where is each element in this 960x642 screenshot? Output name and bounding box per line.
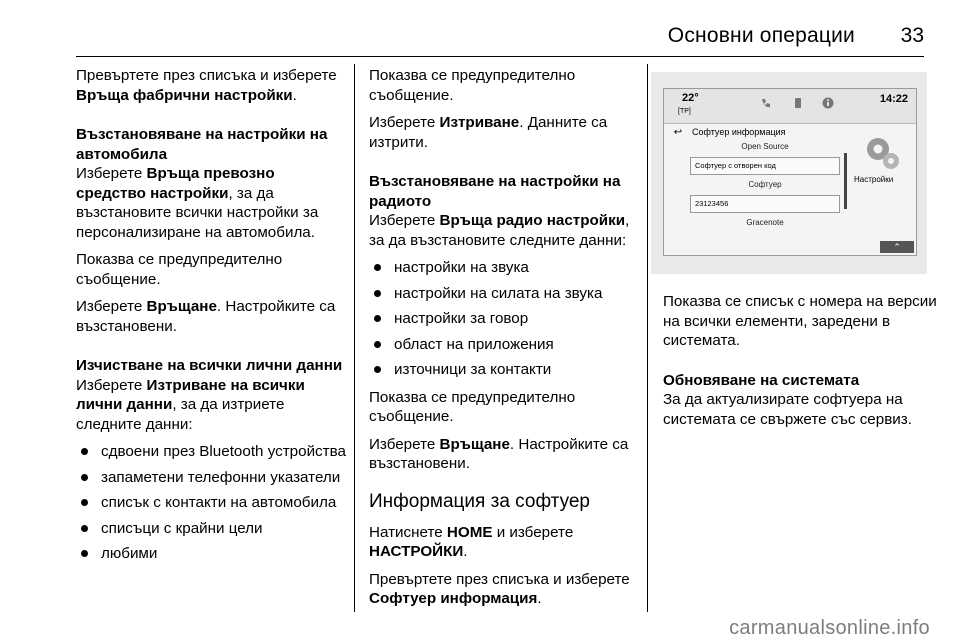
phone-icon (760, 97, 772, 109)
bullet-list (76, 442, 348, 564)
status-bar (664, 89, 916, 124)
list-item: любими (76, 544, 348, 564)
paragraph: Показва се предупредително съобщение. (369, 388, 576, 425)
paragraph: Изберете Изтриване на всички лични данни, за да изтриете следните данни: (76, 376, 305, 433)
bullet-list (369, 258, 641, 380)
column-3 (663, 292, 943, 437)
settings-label: Настройки (854, 175, 894, 184)
device-icon (792, 97, 804, 109)
paragraph: Показва се списък с номера на версии на всички елементи, заредени в системата. (663, 293, 937, 349)
section-heading-software: Информация за софтуер (369, 490, 590, 512)
paragraph: За да актуализирате софтуера на системата се свържете със сервиз. (663, 391, 912, 428)
paragraph: Изберете Връща превозно средство настройки, за да възстановите всички настройки за персонализиране на автомобила. (76, 165, 319, 241)
back-arrow-icon[interactable]: ↩ (673, 127, 683, 138)
header-rule (76, 56, 924, 57)
list-item-open-source-code[interactable]: Софтуер с отворен код (690, 157, 840, 175)
paragraph: Изберете Връщане. Настройките са възстановени. (369, 435, 629, 472)
section-heading-radio: Възстановяване на настройки на радиото (369, 173, 621, 210)
screen-header: Софтуер информация (692, 127, 786, 137)
column-divider-1 (354, 64, 355, 612)
temperature: 22° (682, 92, 699, 104)
list-item: източници за контакти (369, 360, 641, 380)
list-item: списъци с крайни цели (76, 519, 348, 539)
section-heading-vehicle: Възстановяване на настройки на автомобила (76, 126, 328, 163)
list-item: област на приложения (369, 335, 641, 355)
paragraph: Натиснете HOME и изберете НАСТРОЙКИ. (369, 523, 574, 560)
page-title: Основни операции (667, 24, 855, 47)
list-item: списък с контакти на автомобила (76, 493, 348, 513)
paragraph: Превъртете през списъка и изберете Връща фабрични настройки. (76, 67, 337, 104)
list-item: настройки на силата на звука (369, 284, 641, 304)
column-1 (76, 66, 348, 572)
section-heading-clear-data: Изчистване на всички лични данни (76, 357, 343, 374)
infotainment-screenshot (651, 72, 927, 274)
watermark: carmanualsonline.info (729, 617, 930, 639)
column-divider-2 (647, 64, 648, 612)
tp-indicator: [TP] (678, 108, 691, 115)
paragraph: Показва се предупредително съобщение. (369, 67, 576, 104)
infotainment-screen (663, 88, 917, 256)
paragraph: Изберете Връщане. Настройките са възстановени. (76, 298, 336, 335)
page-number: 33 (900, 24, 924, 47)
list-item-open-source[interactable]: Open Source (741, 142, 789, 151)
list-item: сдвоени през Bluetooth устройства (76, 442, 348, 462)
clock: 14:22 (879, 93, 908, 105)
settings-gear-icon (860, 131, 904, 175)
paragraph: Изберете Връща радио настройки, за да възстановите следните данни: (369, 212, 630, 249)
paragraph: Изберете Изтриване. Данните са изтрити. (369, 114, 608, 151)
list-item: запаметени телефонни указатели (76, 468, 348, 488)
paragraph: Показва се предупредително съобщение. (76, 251, 283, 288)
column-2 (369, 66, 641, 617)
scrollbar[interactable] (844, 153, 847, 209)
section-heading-update: Обновяване на системата (663, 371, 860, 389)
software-info-list (690, 139, 840, 231)
list-item-software[interactable]: Софтуер (748, 180, 782, 189)
list-item: настройки за говор (369, 309, 641, 329)
list-item-gracenote[interactable]: Gracenote (746, 218, 784, 227)
info-icon (822, 97, 834, 109)
list-item-software-version[interactable]: 23123456 (690, 195, 840, 213)
list-item: настройки на звука (369, 258, 641, 278)
chevron-up-icon[interactable]: ⌃ (880, 241, 914, 253)
paragraph: Превъртете през списъка и изберете Софтуер информация. (369, 570, 630, 607)
